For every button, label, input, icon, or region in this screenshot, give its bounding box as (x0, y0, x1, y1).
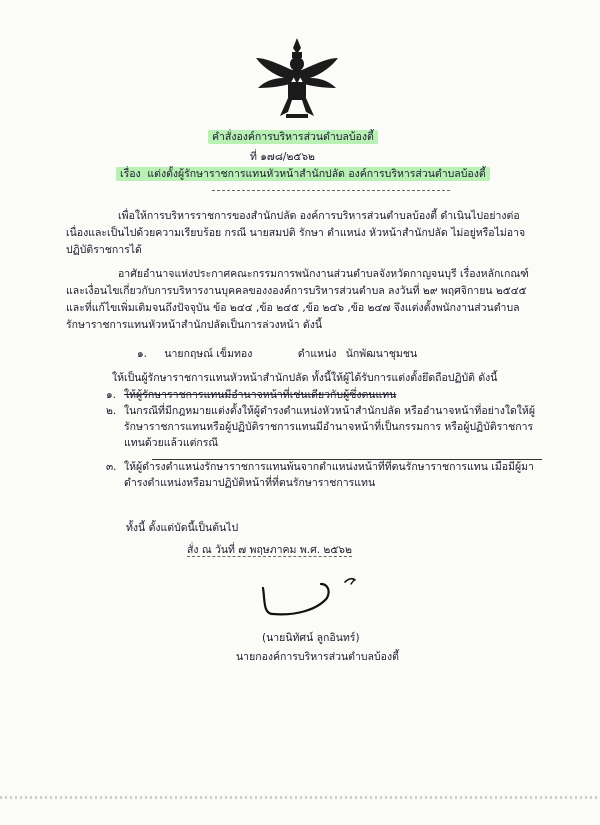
rule-item (106, 403, 546, 451)
scan-edge (0, 796, 600, 799)
signature (255, 570, 385, 620)
rule-item (106, 459, 546, 491)
appointee-number: ๑. (137, 348, 148, 360)
appointee-position-label: ตำแหน่ง (297, 348, 337, 360)
signatory-position: นายกองค์การบริหารส่วนตำบลบ้องตี้ (236, 651, 399, 663)
order-title: คำสั่งองค์การบริหารส่วนตำบลบ้องตี้ (208, 130, 378, 144)
order-number: ที่ ๑๗๘/๒๕๖๒ (250, 151, 315, 163)
order-date: สั่ง ณ วันที่ ๗ พฤษภาคม พ.ศ. ๒๕๖๒ (187, 544, 352, 556)
appointee-name: นายกฤษณ์ เข็มทอง (164, 348, 253, 360)
appointee-row (137, 345, 431, 362)
rule-number: ๓. (106, 461, 117, 473)
appointee-position: นักพัฒนาชุมชน (345, 348, 418, 360)
subject-text: แต่งตั้งผู้รักษาราชการแทนหัวหน้าสำนักปลัด องค์การบริหารส่วนตำบลบ้องตี้ (147, 168, 486, 180)
paragraph-purpose: เพื่อให้การบริหารราชการของสำนักปลัด องค์การบริหารส่วนตำบลบ้องตี้ ดำเนินไปอย่างต่อเนื่องและเป็นไปด้วยความเรียบร้อย กรณี นายสมปติ รักษา ตำแหน่ง หัวหน้าสำนักปลัด ไม่อยู่หรือไม่อาจปฏิบัติราชการได้ (66, 210, 526, 256)
paragraph-authority: อาศัยอำนาจแห่งประกาศคณะกรรมการพนักงานส่วนตำบลจังหวัดกาญจนบุรี เรื่องหลักเกณฑ์และเงื่อนไขเกี่ยวกับการบริหารงานบุคคลของงองค์การบริหารส่วนตำบล ลงวันที่ ๒๙ พฤศจิกายน ๒๕๔๕ และที่แก้ไขเพิ่มเติมจนถึงปัจจุบัน ข้อ ๒๔๔ ,ข้อ ๒๔๕ ,ข้อ ๒๔๖ ,ข้อ ๒๔๗ จึงแต่งตั้งพนักงานส่วนตำบลรักษาราชการแทนหัวหน้าสำนักปลัดเป็นการล่วงหน้า ดังนี้ (66, 268, 529, 331)
separator-line (212, 190, 450, 191)
rules-list (106, 387, 546, 491)
order-subject (116, 167, 490, 181)
rule-text: ให้ผู้รักษาราชการแทนมีอำนาจหน้าที่เช่นเดียวกับผู้ซึ่งตนแทน (124, 389, 397, 401)
effective-statement: ทั้งนี้ ตั้งแต่บัดนี้เป็นต้นไป (126, 522, 239, 534)
rule-text: ให้ผู้ดำรงตำแหน่งรักษาราชการแทนพ้นจากตำแหน่งหน้าที่ที่ตนรักษาราชการแทน เมื่อมีผู้มาดำรงตำแหน่งหรือมาปฏิบัติหน้าที่ที่ตนรักษาราชการแทน (124, 461, 534, 489)
underline-rule (152, 459, 542, 460)
instruction-text: ให้เป็นผู้รักษาราชการแทนหัวหน้าสำนักปลัด ทั้งนี้ให้ผู้ได้รับการแต่งตั้งยึดถือปฏิบัติ ดังนี้ (112, 372, 498, 384)
rule-number: ๑. (106, 389, 117, 401)
garuda-emblem (252, 36, 342, 122)
subject-label: เรื่อง (120, 168, 141, 180)
rule-number: ๒. (106, 405, 117, 417)
signatory-name: (นายนิทัศน์ ลูกอินทร์) (262, 632, 360, 644)
rule-text: ในกรณีที่มีกฎหมายแต่งตั้งให้ผู้ดำรงตำแหน่งหัวหน้าสำนักปลัด หรืออำนาจหน้าที่อย่างใดให้ผู้รักษาราชการแทนหรือผู้ปฏิบัติราชการแทนมีอำนาจหน้าที่เป็นกรรมการ หรือผู้ปฏิบัติราชการแทนด้วยแล้วแต่กรณี (124, 405, 535, 449)
rule-item (106, 387, 546, 403)
